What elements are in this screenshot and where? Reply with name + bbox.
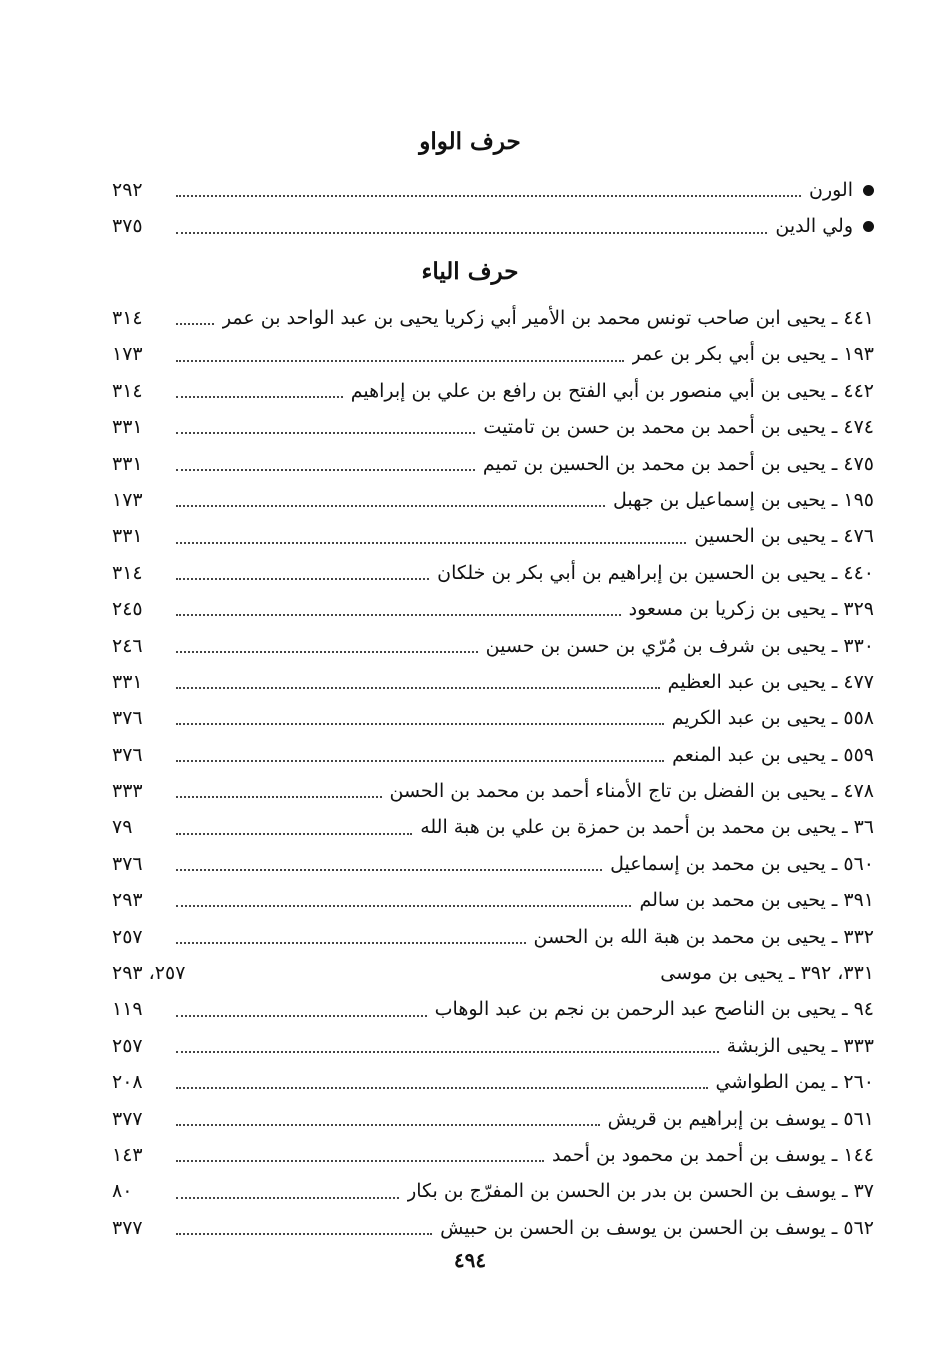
entry-number: ٣٩١ [843,889,874,912]
entry-name: يحيى بن موسى [660,962,783,985]
entry-separator: ـ [831,307,838,329]
entry-page-ref: ١١٩ [112,998,143,1021]
entry-number: ٤٤٠ [843,561,874,584]
dot-leader [176,833,412,835]
entry-separator: ـ [831,416,838,439]
dot-leader [176,760,664,762]
entry-page-ref: ٢٩٣ [112,889,143,912]
entry-number: ٥٦٢ [843,1216,874,1239]
entry-name: يحيى بن عبد المنعم [672,743,826,766]
index-entry [112,1064,874,1100]
dot-leader [176,614,621,616]
entry-page-ref: ٣٣١ [112,525,143,548]
dot-leader [176,1197,399,1199]
entry-page-ref: ٣٧٧ [112,1107,143,1130]
index-entry [112,737,874,773]
index-entry [112,882,874,918]
entry-name: يحيى بن محمد بن سالم [639,889,826,912]
section-heading-ya: حرف الياء [421,258,519,285]
entry-name: يحيى بن أبي بكر بن عمر [631,343,826,366]
index-entry [112,172,874,208]
entry-separator: ـ [842,1180,848,1203]
entry-name: يحيى بن أبي منصور بن أبي الفتح بن رافع بن علي بن إبراهيم [350,379,826,402]
index-entry [112,991,874,1027]
index-entry [112,700,874,736]
entry-separator: ـ [831,889,838,912]
dot-leader [176,869,602,871]
dot-leader [176,432,475,434]
entry-page-ref: ٣١٤ [112,379,143,402]
index-entry [112,555,874,591]
entry-name: يمن الطواشي [715,1071,826,1094]
entry-name: يحيى بن عبد العظيم [667,670,826,693]
entry-name: يوسف بن أحمد بن محمود بن أحمد [551,1143,826,1166]
entry-name: يحيى بن الفضل بن تاج الأمناء أحمد بن محمد بن الحسن [389,780,826,803]
index-entry [112,809,874,845]
entry-page-ref: ٢٠٨ [112,1071,143,1094]
entry-separator: ـ [842,816,848,839]
bullet-icon [863,221,874,232]
entry-name: يحيى بن الناصح عبد الرحمن بن نجم بن عبد الوهاب [434,998,836,1021]
entry-separator: ـ [831,707,838,730]
entry-separator: ـ [831,670,838,693]
entry-page-ref: ٣٧٦ [112,743,143,766]
entry-number: ٤٧٤ [843,416,874,439]
dot-leader [176,469,475,471]
dot-leader [176,396,343,398]
entry-name: ولي الدين [775,215,853,238]
index-entry [112,846,874,882]
entry-page-ref: ٣٧٦ [112,852,143,875]
dot-leader [176,195,801,197]
bullet-icon [863,185,874,196]
index-entry [112,373,874,409]
index-entry [112,919,874,955]
entry-name: يحيى بن عبد الكريم [671,707,826,730]
dot-leader [176,651,478,653]
entry-number: ٩٤ [853,998,874,1021]
entry-number: ١٩٥ [843,488,874,511]
entry-page-ref: ٣٣٣ [112,780,143,803]
index-entry [112,336,874,372]
index-entry [112,664,874,700]
entry-separator: ـ [831,1216,838,1239]
entry-number: ٥٥٩ [843,743,874,766]
entry-number: ٣٦ [853,816,874,839]
entry-number: ٤٧٦ [843,525,874,548]
entry-separator: ـ [831,598,838,621]
dot-leader [176,796,382,798]
entry-page-ref: ٢٥٧ [112,925,143,948]
page-number: ٤٩٤ [453,1248,487,1272]
index-entry [112,773,874,809]
entry-name: يحيى بن الحسين [694,525,826,548]
entry-page-ref: ٣٣١ [112,670,143,693]
entry-name: يحيى بن أحمد بن محمد بن الحسين بن تميم [482,452,826,475]
index-entry [112,1137,874,1173]
entry-name: يوسف بن الحسن بن يوسف بن الحسن بن حبيش [440,1216,826,1239]
index-entry [112,1173,874,1209]
entry-number: ٣٣٣ [843,1034,874,1057]
dot-leader [176,1233,432,1235]
entry-separator: ـ [831,743,838,766]
entry-name: يحيى الزبشة [726,1034,826,1057]
index-entry [112,955,874,991]
index-entry [112,518,874,554]
dot-leader [176,1087,708,1089]
entry-separator: ـ [831,1034,838,1057]
entry-number: ١٤٤ [843,1143,874,1166]
entry-page-ref: ٣١٤ [112,307,143,329]
entry-number: ٥٦٠ [843,852,874,875]
section-heading-waw: حرف الواو [419,128,521,155]
entry-name: يحيى بن إسماعيل بن جهبل [612,488,826,511]
entry-page-ref: ٢٥٧، ٢٩٣ [112,962,186,985]
entry-page-ref: ٣٧٥ [112,215,143,238]
entry-page-ref: ٣٣١ [112,416,143,439]
entry-number: ٣٣١، ٣٩٢ [800,962,874,985]
entry-number: ٤٧٨ [843,780,874,803]
entry-page-ref: ١٤٣ [112,1143,143,1166]
entry-name: يحيى ابن صاحب تونس محمد بن الأمير أبي زكريا يحيى بن عبد الواحد بن عمر [221,307,826,329]
dot-leader [176,232,767,234]
dot-leader [176,505,605,507]
index-entry [112,482,874,518]
entry-number: ٣٧ [853,1180,874,1203]
index-entry [112,300,874,336]
entry-separator: ـ [831,343,838,366]
dot-leader [176,1124,600,1126]
index-entry [112,591,874,627]
entry-number: ٣٢٩ [843,598,874,621]
entry-number: ٣٣٠ [843,634,874,657]
entry-separator: ـ [831,379,838,402]
entry-number: ٤٤١ [843,307,874,329]
entry-separator: ـ [831,925,838,948]
index-entry [112,1101,874,1137]
entry-page-ref: ٣٧٧ [112,1216,143,1239]
dot-leader [176,723,664,725]
entry-page-ref: ٣٣١ [112,452,143,475]
index-entry [112,1028,874,1064]
entry-number: ١٩٣ [843,343,874,366]
entry-number: ٥٥٨ [843,707,874,730]
entry-separator: ـ [831,525,838,548]
entry-name: يحيى بن محمد بن هبة الله بن الحسن [533,925,826,948]
dot-leader [176,1051,719,1053]
entry-separator: ـ [831,452,838,475]
dot-leader [176,1015,427,1017]
entry-number: ٣٣٢ [843,925,874,948]
dot-leader [176,542,686,544]
entry-name: الورن [808,179,853,201]
entry-separator: ـ [831,488,838,511]
entry-page-ref: ١٧٣ [112,488,143,511]
entry-list-ya [112,300,874,1246]
entry-name: يحيى بن محمد بن أحمد بن حمزة بن علي بن هبة الله [420,816,836,839]
entry-name: يحيى بن أحمد بن محمد بن حسن بن تامتيت [483,416,826,439]
dot-leader [176,323,214,325]
entry-page-ref: ٨٠ [112,1180,133,1203]
entry-page-ref: ٢٥٧ [112,1034,143,1057]
entry-name: يحيى بن الحسين بن إبراهيم بن أبي بكر بن خلكان [437,561,826,584]
entry-name: يوسف بن إبراهيم بن قريش [607,1107,826,1130]
entry-separator: ـ [842,998,848,1021]
entry-page-ref: ٢٩٢ [112,179,143,201]
entry-number: ٤٧٧ [843,670,874,693]
entry-number: ٢٦٠ [843,1071,874,1094]
index-entry [112,208,874,244]
entry-name: يحيى بن شرف بن مُرّي بن حسن بن حسين [485,634,826,657]
entry-page-ref: ١٧٣ [112,343,143,366]
entry-name: يوسف بن الحسن بن بدر بن الحسن بن المفرّج بن بكار [407,1180,836,1203]
entry-separator: ـ [789,962,795,985]
entry-separator: ـ [831,634,838,657]
entry-number: ٤٧٥ [843,452,874,475]
entry-separator: ـ [831,1071,838,1094]
entry-list-waw [112,172,874,245]
dot-leader [176,905,631,907]
entry-page-ref: ٣٧٦ [112,707,143,730]
index-entry [112,409,874,445]
dot-leader [176,687,660,689]
dot-leader [176,942,526,944]
entry-separator: ـ [831,852,838,875]
entry-name: يحيى بن محمد بن إسماعيل [610,852,826,875]
index-entry [112,1210,874,1246]
entry-number: ٤٤٢ [843,379,874,402]
index-entry [112,446,874,482]
entry-number: ٥٦١ [843,1107,874,1130]
entry-separator: ـ [831,1143,838,1166]
entry-separator: ـ [831,561,838,584]
entry-page-ref: ٢٤٦ [112,634,143,657]
entry-page-ref: ٣١٤ [112,561,143,584]
dot-leader [176,578,429,580]
entry-name: يحيى بن زكريا بن مسعود [628,598,826,621]
entry-separator: ـ [831,780,838,803]
entry-page-ref: ٧٩ [112,816,133,839]
entry-separator: ـ [831,1107,838,1130]
entry-page-ref: ٢٤٥ [112,598,143,621]
dot-leader [176,360,624,362]
index-entry [112,628,874,664]
dot-leader [176,1160,544,1162]
